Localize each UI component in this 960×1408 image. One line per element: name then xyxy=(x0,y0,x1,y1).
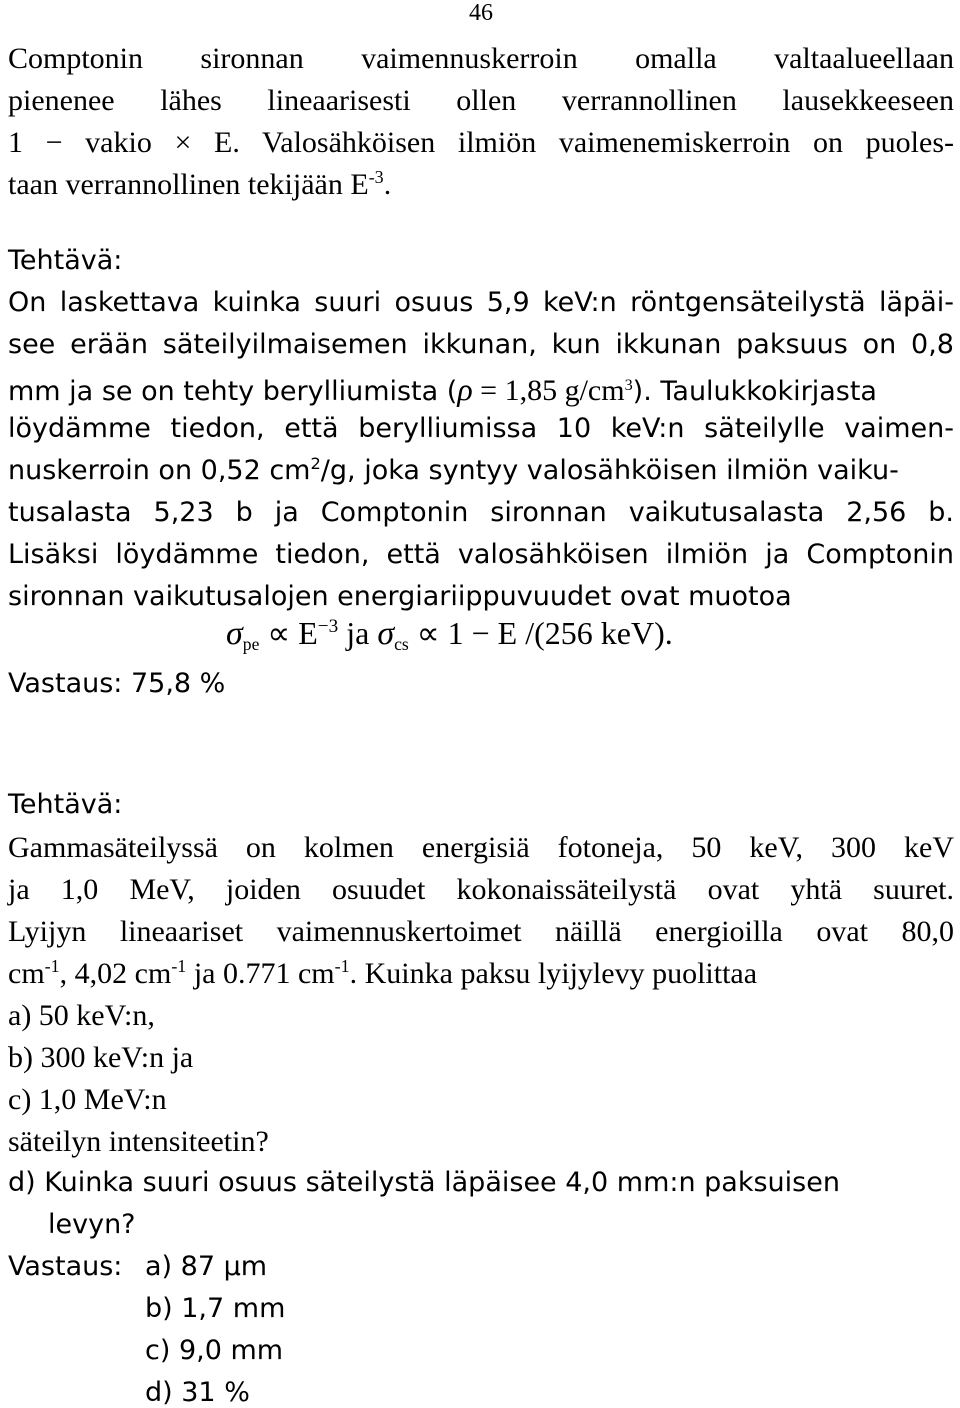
task1-line-4: löydämme tiedon, että berylliumissa 10 keV:n säteilylle vaimen- xyxy=(8,413,954,444)
intro-line-4-text: taan verrannollinen tekijään E xyxy=(8,168,369,201)
task2-answer-label: Vastaus: xyxy=(8,1251,123,1282)
task2-heading: Tehtävä: xyxy=(8,789,123,820)
task2-answer-d: d) 31 % xyxy=(145,1377,250,1408)
task1-line-3-c: ). Taulukkokirjasta xyxy=(632,376,877,407)
task1-line-3-a: mm ja se on tehty berylliumista ( xyxy=(8,376,458,407)
task2-item-d-1: d) Kuinka suuri osuus säteilystä läpäisee 4,0 mm:n paksuisen xyxy=(8,1167,840,1198)
exponent-2: -1 xyxy=(171,956,187,977)
task2-line-4-c: ja 0.771 cm xyxy=(186,957,335,990)
task1-line-5 xyxy=(8,454,954,486)
exponent-1: -1 xyxy=(44,956,60,977)
task1-line-5-b: /g, joka syntyy valosähköisen ilmiön vaiku- xyxy=(320,455,899,486)
task2-answer-b: b) 1,7 mm xyxy=(145,1293,286,1324)
task1-line-3 xyxy=(8,373,954,406)
task2-line-4 xyxy=(8,956,758,990)
task2-line-2: ja 1,0 MeV, joiden osuudet kokonaissäteilystä ovat yhtä suuret. xyxy=(8,873,954,906)
task1-line-2: see erään säteilyilmaisemen ikkunan, kun ikkunan paksuus on 0,8 xyxy=(8,329,954,360)
task1-line-1: On laskettava kuinka suuri osuus 5,9 keV:n röntgensäteilystä läpäi- xyxy=(8,287,954,318)
formula-exponent: −3 xyxy=(317,616,339,638)
task2-line-1: Gammasäteilyssä on kolmen energisiä fotoneja, 50 keV, 300 keV xyxy=(8,831,954,864)
task2-item-b: b) 300 keV:n ja xyxy=(8,1041,194,1074)
cm-exponent: 2 xyxy=(310,454,321,474)
task1-line-5-a: nuskerroin on 0,52 cm xyxy=(8,455,311,486)
task2-line-4-b: , 4,02 cm xyxy=(59,957,172,990)
sigma-pe-symbol: σ xyxy=(226,615,243,652)
intro-line-4-end: . xyxy=(383,168,392,201)
intro-line-2: pienenee lähes lineaarisesti ollen verrannollinen lausekkeeseen xyxy=(8,84,954,117)
task1-heading: Tehtävä: xyxy=(8,245,123,276)
task2-answer-a: a) 87 µm xyxy=(145,1251,268,1282)
task2-line-4-d: . Kuinka paksu lyijylevy puolittaa xyxy=(349,957,758,990)
density-value: = 1,85 g/cm xyxy=(472,374,625,407)
task1-answer: Vastaus: 75,8 % xyxy=(8,668,226,699)
intro-line-4 xyxy=(8,167,392,201)
task2-line-4-a: cm xyxy=(8,957,45,990)
intro-exponent: -3 xyxy=(368,167,384,188)
sigma-pe-subscript: pe xyxy=(242,634,260,655)
formula-rest: ∝ 1 − E /(256 keV). xyxy=(408,615,673,651)
formula-mid: ja xyxy=(338,615,378,651)
intro-line-1: Comptonin sironnan vaimennuskerroin omalla valtaalueellaan xyxy=(8,42,954,75)
task2-item-c: c) 1,0 MeV:n xyxy=(8,1083,167,1116)
page-number: 46 xyxy=(469,0,493,26)
task2-item-a: a) 50 keV:n, xyxy=(8,999,155,1032)
rho-symbol: ρ xyxy=(457,371,473,407)
cross-section-formula xyxy=(226,615,673,655)
sigma-cs-symbol: σ xyxy=(377,615,395,652)
exponent-3: -1 xyxy=(334,956,350,977)
sigma-cs-subscript: cs xyxy=(394,634,409,655)
task1-line-6: tusalasta 5,23 b ja Comptonin sironnan vaikutusalasta 2,56 b. xyxy=(8,497,954,528)
density-exponent: 3 xyxy=(624,376,633,395)
task2-closing: säteilyn intensiteetin? xyxy=(8,1125,269,1158)
task2-line-3: Lyijyn lineaariset vaimennuskertoimet näillä energioilla ovat 80,0 xyxy=(8,915,954,948)
intro-line-3: 1 − vakio × E. Valosähköisen ilmiön vaimenemiskerroin on puoles- xyxy=(8,126,954,159)
formula-prop-1: ∝ E xyxy=(259,615,318,651)
task2-answer-c: c) 9,0 mm xyxy=(145,1335,284,1366)
task1-line-7: Lisäksi löydämme tiedon, että valosähköisen ilmiön ja Comptonin xyxy=(8,539,954,570)
task1-line-8: sironnan vaikutusalojen energiariippuvuudet ovat muotoa xyxy=(8,581,792,612)
task2-item-d-2: levyn? xyxy=(48,1209,136,1240)
